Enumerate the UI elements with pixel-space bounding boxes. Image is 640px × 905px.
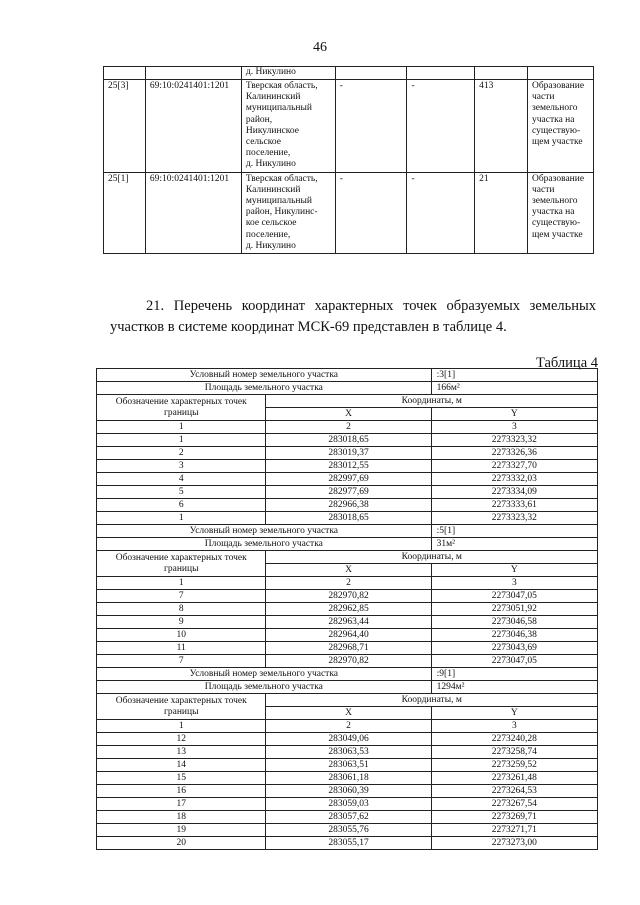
address-line: район,: [245, 114, 273, 125]
x-header: X: [266, 408, 431, 421]
purpose-line: части: [531, 184, 555, 195]
point-number-cell: 12: [97, 733, 266, 746]
plot-area-label: Площадь земельного участка: [97, 382, 432, 395]
address-line: муниципальный: [245, 196, 312, 207]
address-line: Тверская область,: [245, 173, 318, 184]
address-line: поселение,: [245, 229, 291, 240]
purpose-line: земельного: [531, 103, 578, 114]
column-index-row: [97, 720, 598, 733]
point-number-cell: 15: [97, 772, 266, 785]
coordinate-row: [97, 603, 598, 616]
table-cell: [527, 67, 593, 80]
x-header: X: [266, 707, 431, 720]
plot-area-row: [97, 681, 598, 694]
point-number-cell: 5: [97, 486, 266, 499]
address-line: сельское: [245, 137, 281, 148]
address-line: кое сельское: [245, 218, 297, 229]
x-coordinate-cell: 283063,51: [266, 759, 431, 772]
y-coordinate-cell: 2273043,69: [431, 642, 597, 655]
column-index-row: [97, 577, 598, 590]
x-coordinate-cell: 282963,44: [266, 616, 431, 629]
point-number-cell: 13: [97, 746, 266, 759]
point-number-cell: 10: [97, 629, 266, 642]
y-coordinate-cell: 2273323,32: [431, 512, 597, 525]
y-coordinate-cell: 2273271,71: [431, 824, 597, 837]
table-cell: д. Никулино: [241, 67, 335, 80]
header-row: [97, 694, 598, 707]
cadastral-number-cell: 69:10:0241401:1201: [145, 80, 241, 173]
coordinate-row: [97, 837, 598, 850]
coordinates-header: Координаты, м: [266, 551, 598, 564]
y-coordinate-cell: 2273333,61: [431, 499, 597, 512]
y-coordinate-cell: 2273258,74: [431, 746, 597, 759]
address-line: Никулинское: [245, 125, 299, 136]
point-number-cell: 7: [97, 590, 266, 603]
y-header: Y: [431, 408, 597, 421]
coordinate-row: [97, 642, 598, 655]
y-coordinate-cell: 2273264,53: [431, 785, 597, 798]
y-coordinate-cell: 2273240,28: [431, 733, 597, 746]
y-header: Y: [431, 564, 597, 577]
header-row: [97, 551, 598, 564]
plot-number-value: :3[1]: [431, 369, 597, 382]
column-index-cell: 2: [266, 577, 431, 590]
header-row: [97, 395, 598, 408]
coordinate-row: [97, 746, 598, 759]
table-row-continued: [104, 67, 594, 80]
plot-area-value: 166м²: [431, 382, 597, 395]
address-line: д. Никулино: [245, 240, 296, 251]
x-coordinate-cell: 283063,53: [266, 746, 431, 759]
point-number-cell: 1: [97, 512, 266, 525]
plot-area-value: 31м²: [431, 538, 597, 551]
area-cell: 21: [475, 172, 528, 253]
x-coordinate-cell: 283049,06: [266, 733, 431, 746]
purpose-line: существую-: [531, 125, 581, 136]
table-cell: [335, 67, 407, 80]
coordinate-row: [97, 629, 598, 642]
coordinate-row: [97, 499, 598, 512]
coordinate-row: [97, 473, 598, 486]
y-coordinate-cell: 2273332,03: [431, 473, 597, 486]
y-coordinate-cell: 2273269,71: [431, 811, 597, 824]
purpose-line: Образование: [531, 173, 585, 184]
x-coordinate-cell: 282997,69: [266, 473, 431, 486]
table-row: [104, 172, 594, 253]
point-number-cell: 8: [97, 603, 266, 616]
y-coordinate-cell: 2273046,58: [431, 616, 597, 629]
y-coordinate-cell: 2273047,05: [431, 655, 597, 668]
purpose-line: существую-: [531, 218, 581, 229]
column-index-cell: 1: [97, 577, 266, 590]
x-coordinate-cell: 282970,82: [266, 590, 431, 603]
plot-number-row: [97, 369, 598, 382]
coordinates-table: [96, 368, 598, 850]
paragraph-line-1: 21. Перечень координат характерных точек образуемых земельных: [146, 298, 596, 314]
purpose-line: Образование: [531, 81, 585, 91]
cadastral-number-cell: 69:10:0241401:1201: [145, 172, 241, 253]
coordinate-row: [97, 772, 598, 785]
points-header: Обозначение характерных точек границы: [97, 395, 266, 421]
plot-number-row: [97, 668, 598, 681]
purpose-cell: [527, 172, 593, 253]
purpose-line: участка на: [531, 114, 575, 125]
table-row: [104, 80, 594, 173]
coordinate-row: [97, 512, 598, 525]
point-number-cell: 4: [97, 473, 266, 486]
x-coordinate-cell: 283055,76: [266, 824, 431, 837]
y-coordinate-cell: 2273334,09: [431, 486, 597, 499]
page-number: 46: [313, 40, 327, 55]
y-coordinate-cell: 2273261,48: [431, 772, 597, 785]
y-coordinate-cell: 2273259,52: [431, 759, 597, 772]
coordinates-header: Координаты, м: [266, 694, 598, 707]
table-cell: [407, 67, 475, 80]
x-coordinate-cell: 283018,65: [266, 512, 431, 525]
paragraph-21: [110, 296, 596, 338]
address-line: Калининский: [245, 184, 301, 195]
x-coordinate-cell: 283055,17: [266, 837, 431, 850]
x-coordinate-cell: 282966,38: [266, 499, 431, 512]
coordinate-row: [97, 733, 598, 746]
purpose-line: щем участке: [531, 229, 583, 240]
point-number-cell: 20: [97, 837, 266, 850]
plot-id-cell: 25[1]: [104, 172, 146, 253]
plot-number-row: [97, 525, 598, 538]
coordinate-row: [97, 590, 598, 603]
coordinate-row: [97, 447, 598, 460]
point-number-cell: 14: [97, 759, 266, 772]
plot-id-cell: 25[3]: [104, 80, 146, 173]
coordinate-row: [97, 811, 598, 824]
point-number-cell: 1: [97, 434, 266, 447]
column-index-cell: 1: [97, 421, 266, 434]
point-number-cell: 3: [97, 460, 266, 473]
coordinate-row: [97, 798, 598, 811]
x-coordinate-cell: 283018,65: [266, 434, 431, 447]
coordinate-row: [97, 655, 598, 668]
y-coordinate-cell: 2273267,54: [431, 798, 597, 811]
plot-number-label: Условный номер земельного участка: [97, 525, 432, 538]
column-index-row: [97, 421, 598, 434]
paragraph-line-2: участков в системе координат МСК-69 представлен в таблице 4.: [110, 319, 507, 335]
column-index-cell: 1: [97, 720, 266, 733]
address-cell: [241, 80, 335, 173]
y-header: Y: [431, 707, 597, 720]
y-coordinate-cell: 2273051,92: [431, 603, 597, 616]
address-line: муниципальный: [245, 103, 312, 114]
address-line: поселение,: [245, 148, 291, 159]
plot-area-row: [97, 538, 598, 551]
plot-number-value: :5[1]: [431, 525, 597, 538]
point-number-cell: 9: [97, 616, 266, 629]
purpose-line: земельного: [531, 196, 578, 207]
x-coordinate-cell: 283057,62: [266, 811, 431, 824]
coordinate-row: [97, 460, 598, 473]
table-cell: [145, 67, 241, 80]
x-coordinate-cell: 282964,40: [266, 629, 431, 642]
purpose-line: части: [531, 92, 555, 103]
coordinate-row: [97, 824, 598, 837]
address-cell: [241, 172, 335, 253]
address-line: Калининский: [245, 92, 301, 103]
column-index-cell: 3: [431, 421, 597, 434]
coordinate-row: [97, 785, 598, 798]
coordinate-row: [97, 434, 598, 447]
x-coordinate-cell: 283059,03: [266, 798, 431, 811]
point-number-cell: 17: [97, 798, 266, 811]
point-number-cell: 2: [97, 447, 266, 460]
y-coordinate-cell: 2273326,36: [431, 447, 597, 460]
point-number-cell: 19: [97, 824, 266, 837]
table-caption: Таблица 4: [535, 355, 598, 371]
column-index-cell: 2: [266, 720, 431, 733]
coordinate-row: [97, 486, 598, 499]
column-index-cell: 2: [266, 421, 431, 434]
plot-number-label: Условный номер земельного участка: [97, 369, 432, 382]
y-coordinate-cell: 2273323,32: [431, 434, 597, 447]
plot-area-row: [97, 382, 598, 395]
x-coordinate-cell: 283060,39: [266, 785, 431, 798]
plot-area-label: Площадь земельного участка: [97, 681, 432, 694]
address-line: район, Никулинс-: [245, 207, 318, 218]
plot-number-value: :9[1]: [431, 668, 597, 681]
purpose-line: участка на: [531, 207, 575, 218]
x-coordinate-cell: 282970,82: [266, 655, 431, 668]
x-coordinate-cell: 282962,85: [266, 603, 431, 616]
address-line: Тверская область,: [245, 81, 318, 91]
x-coordinate-cell: 282977,69: [266, 486, 431, 499]
column-index-cell: 3: [431, 577, 597, 590]
table-cell: -: [335, 80, 407, 173]
address-line: д. Никулино: [245, 159, 296, 170]
x-coordinate-cell: 283012,55: [266, 460, 431, 473]
x-coordinate-cell: 283019,37: [266, 447, 431, 460]
plot-area-value: 1294м²: [431, 681, 597, 694]
table-cell: -: [335, 172, 407, 253]
column-index-cell: 3: [431, 720, 597, 733]
points-header: Обозначение характерных точек границы: [97, 694, 266, 720]
coordinates-header: Координаты, м: [266, 395, 598, 408]
points-header: Обозначение характерных точек границы: [97, 551, 266, 577]
y-coordinate-cell: 2273047,05: [431, 590, 597, 603]
table-cell: -: [407, 80, 475, 173]
coordinate-row: [97, 759, 598, 772]
purpose-line: щем участке: [531, 137, 583, 148]
point-number-cell: 7: [97, 655, 266, 668]
point-number-cell: 16: [97, 785, 266, 798]
y-coordinate-cell: 2273273,00: [431, 837, 597, 850]
y-coordinate-cell: 2273327,70: [431, 460, 597, 473]
point-number-cell: 18: [97, 811, 266, 824]
point-number-cell: 11: [97, 642, 266, 655]
x-header: X: [266, 564, 431, 577]
x-coordinate-cell: 282968,71: [266, 642, 431, 655]
table-cell: [475, 67, 528, 80]
plot-number-label: Условный номер земельного участка: [97, 668, 432, 681]
plot-area-label: Площадь земельного участка: [97, 538, 432, 551]
point-number-cell: 6: [97, 499, 266, 512]
table-cell: -: [407, 172, 475, 253]
area-cell: 413: [475, 80, 528, 173]
x-coordinate-cell: 283061,18: [266, 772, 431, 785]
purpose-cell: [527, 80, 593, 173]
table-cell: [104, 67, 146, 80]
land-plot-table: [103, 66, 594, 254]
coordinate-row: [97, 616, 598, 629]
y-coordinate-cell: 2273046,38: [431, 629, 597, 642]
